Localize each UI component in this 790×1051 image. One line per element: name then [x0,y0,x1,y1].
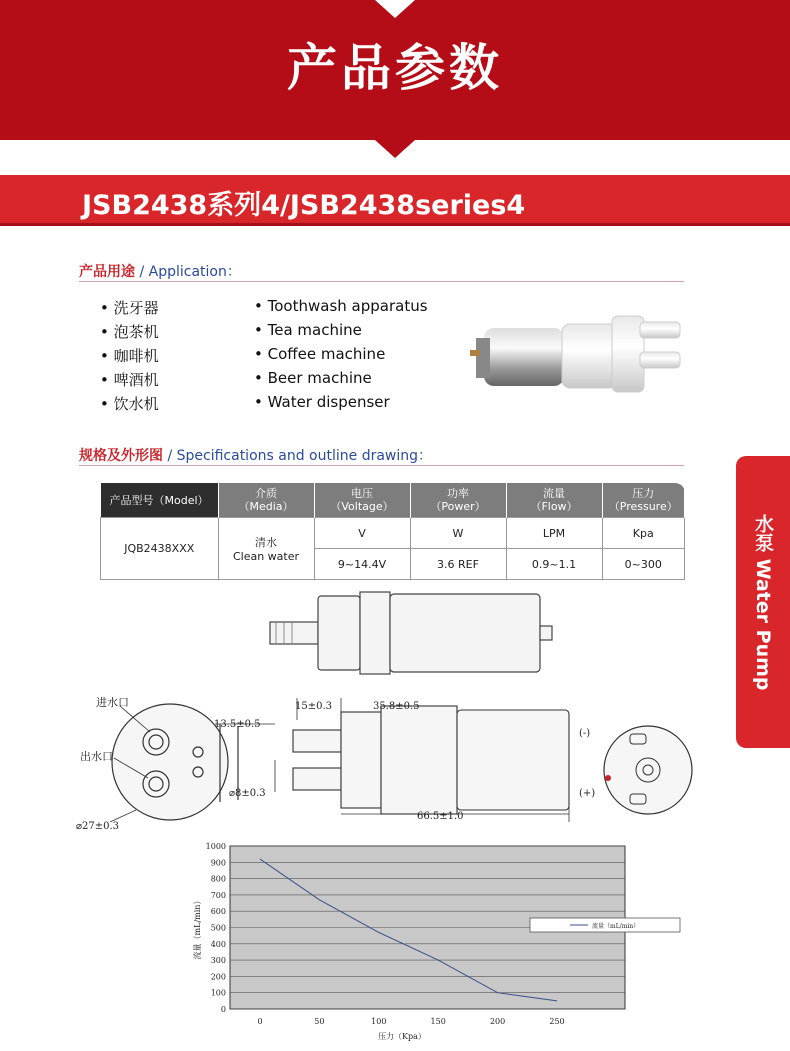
side-tab-label: 水泵 Water Pump [752,513,774,691]
cell-unit-flow: LPM [506,518,602,549]
cell-value-pressure: 0~300 [602,549,685,580]
cell-value-power: 3.6 REF [410,549,506,580]
header-power: 功率 （Power） [410,483,506,518]
dim-8: ⌀8±0.3 [229,788,266,799]
chart-y-tick-label: 700 [210,890,226,900]
top-view-valve-body [360,592,390,674]
header-pressure: 压力 （Pressure） [602,483,685,518]
chart-x-tick-label: 250 [549,1017,565,1026]
chart-y-tick-label: 500 [210,923,226,933]
app-list-zh-2: • 咖啡机 [100,347,159,365]
dim-13-5: 13.5±0.5 [214,719,261,730]
top-view-motor [390,594,540,672]
dim-66-5: 66.5±1.0 [417,811,464,822]
application-heading: 产品用途 / Application： [79,264,241,280]
chart-xlabel: 压力（Kpa） [378,1032,426,1041]
cell-unit-pressure: Kpa [602,518,685,549]
app-list-en-1: • Tea machine [254,321,362,339]
cell-value-voltage: 9~14.4V [314,549,410,580]
chart-x-tick-label: 150 [430,1017,446,1026]
inlet-label: 进水口 [96,696,129,709]
application-divider [79,281,684,282]
pump-product-photo [462,302,692,412]
header-voltage: 电压 （Voltage） [314,483,410,518]
chart-y-tick-label: 100 [210,988,226,998]
banner-notch-top [375,0,415,18]
chart-x-tick-label: 200 [489,1017,506,1026]
app-list-zh-3: • 啤酒机 [100,371,159,389]
header-flow: 流量 （Flow） [506,483,602,518]
cell-unit-voltage: V [314,518,410,549]
app-list-en-2: • Coffee machine [254,345,386,363]
chart-x-ticks [257,1017,564,1026]
outlet-label: 出水口 [80,750,113,763]
header-media: 介质 （Media） [218,483,314,518]
motor-end-view [600,718,700,818]
chart-y-tick-label: 1000 [205,842,226,851]
chart-y-tick-label: 300 [210,956,226,966]
app-list-en-4: • Water dispenser [254,393,390,411]
chart-legend-label: 流量（mL/min） [592,923,640,930]
top-view-head [318,596,360,670]
chart-ylabel: 流量（mL/min） [193,896,202,960]
chart-y-ticks [206,842,226,1014]
flow-pressure-chart [188,838,688,1048]
chart-y-tick-label: 800 [210,874,226,884]
specs-divider [79,465,684,466]
banner-notch-bottom [375,140,415,158]
specs-heading: 规格及外形图 / Specifications and outline drawing： [79,448,433,464]
specs-heading-zh: 规格及外形图 [79,448,163,464]
cell-model: JQB2438XXX [101,518,219,580]
cell-unit-power: W [410,518,506,549]
chart-y-tick-label: 200 [210,972,226,982]
side-view-drawing [225,692,605,832]
app-list-en-0: • Toothwash apparatus [254,297,428,315]
top-view-drawing [262,588,562,678]
app-list-zh-1: • 泡茶机 [100,323,159,341]
application-heading-zh: 产品用途 [79,264,135,280]
app-list-zh-4: • 饮水机 [100,395,159,413]
plus-terminal-label: (+) [579,788,596,799]
cell-value-flow: 0.9~1.1 [506,549,602,580]
page-title: 产品参数 [287,39,503,97]
chart-x-tick-label: 50 [314,1017,325,1026]
specs-heading-en: Specifications and outline drawing [176,448,419,464]
dim-35-8: 35.8±0.5 [373,701,420,712]
chart-y-tick-label: 0 [220,1005,226,1014]
dim-27: ⌀27±0.3 [76,821,120,832]
chart-y-tick-label: 400 [210,939,226,949]
top-view-nozzle [270,622,318,644]
spec-units-row [101,518,685,549]
chart-x-tick-label: 0 [257,1017,263,1026]
spec-table [100,483,685,580]
minus-terminal-label: (-) [579,728,591,739]
chart-y-tick-label: 600 [210,907,226,917]
app-list-zh-0: • 洗牙器 [100,299,159,317]
chart-x-tick-label: 100 [371,1017,387,1026]
chart-y-tick-label: 900 [210,858,226,868]
chart-legend [530,918,680,932]
header-model: 产品型号（Model） [101,483,219,518]
dim-15: 15±0.3 [295,701,333,712]
cell-media: 清水 Clean water [218,518,314,580]
spec-header-row [101,483,685,518]
app-list-en-3: • Beer machine [254,369,372,387]
application-heading-en: Application [148,264,227,280]
series-title: JSB2438系列4/JSB2438series4 [82,190,526,221]
